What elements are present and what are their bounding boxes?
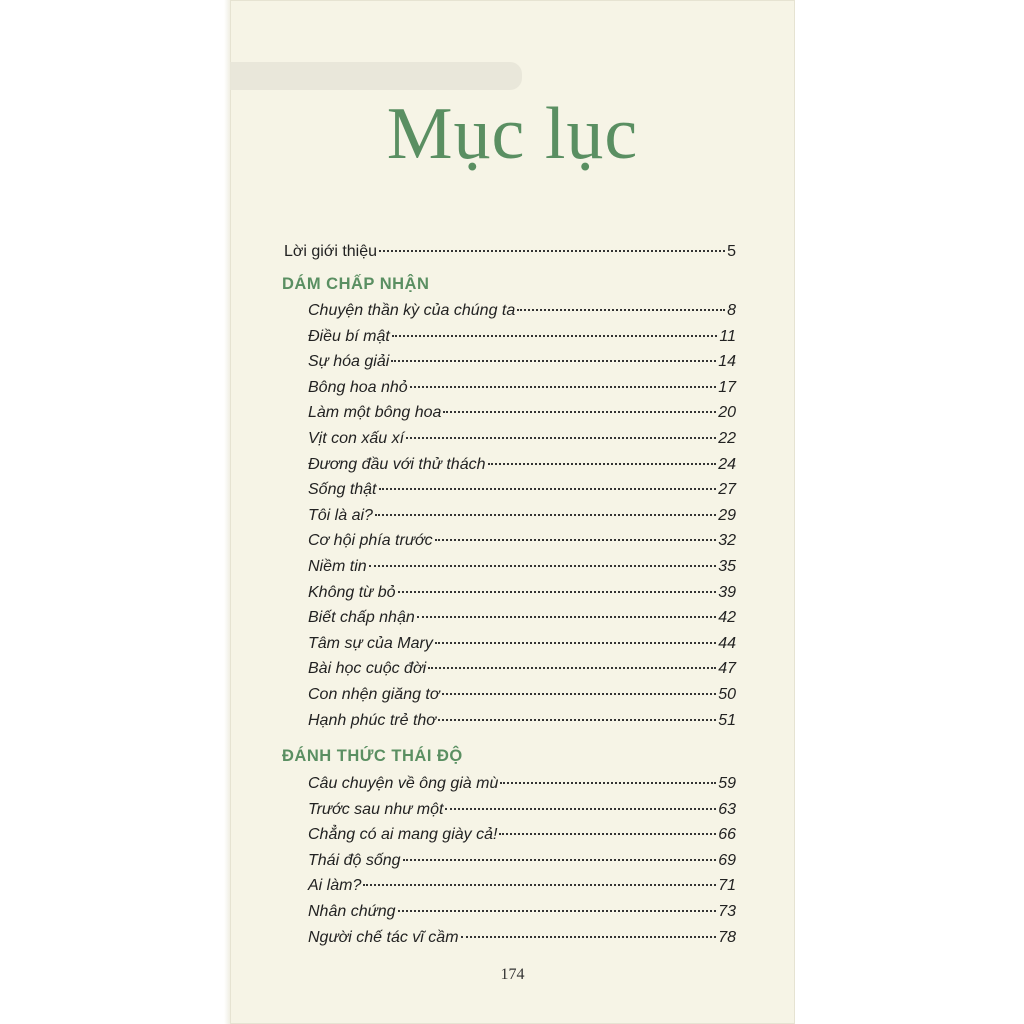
toc-entry-label: Sống thật: [308, 481, 377, 499]
leader-dots: [410, 386, 717, 388]
toc-entry-label: Làm một bông hoa: [308, 404, 442, 422]
toc-entry-page: 35: [718, 557, 736, 575]
section-heading-1: DÁM CHẤP NHẬN: [282, 275, 430, 293]
toc-entry-page: 24: [718, 455, 736, 473]
toc-entry: [308, 507, 736, 533]
toc-entry-page: 29: [718, 506, 736, 524]
toc-entry-page: 42: [718, 609, 736, 627]
leader-dots: [417, 616, 716, 618]
toc-entry-page: 69: [718, 851, 736, 869]
leader-dots: [398, 910, 717, 912]
book-page: [230, 0, 795, 1024]
toc-entry-page: 59: [718, 775, 736, 792]
toc-entry-label: Bông hoa nhỏ: [308, 378, 408, 396]
toc-entry-page: 22: [718, 429, 736, 447]
section-1-entries: [308, 302, 736, 737]
leader-dots: [438, 719, 716, 721]
toc-entry-label: Lời giới thiệu: [284, 243, 378, 260]
leader-dots: [435, 642, 716, 644]
leader-dots: [363, 884, 716, 886]
toc-entry-page: 50: [718, 685, 736, 703]
toc-entry-page: 11: [719, 327, 736, 345]
leader-dots: [406, 437, 716, 439]
toc-entry-page: 27: [718, 481, 736, 499]
toc-entry-label: Bài học cuộc đời: [308, 660, 427, 678]
toc-entry-label: Đương đầu với thử thách: [308, 455, 486, 473]
toc-entry-page: 20: [718, 404, 736, 422]
page-title: Mục lục: [386, 93, 639, 175]
toc-entry-label: Cơ hội phía trước: [308, 532, 433, 550]
toc-entry-page: 39: [718, 583, 736, 601]
toc-entry-page: 73: [718, 902, 736, 920]
leader-dots: [488, 463, 717, 465]
toc-entry-label: Con nhện giăng tơ: [308, 685, 440, 703]
toc-entry-page: 47: [718, 660, 736, 678]
toc-entry-label: Niềm tin: [308, 557, 367, 575]
leader-dots: [391, 360, 716, 362]
toc-entry-label: Thái độ sống: [308, 851, 401, 869]
toc-entry-page: 17: [718, 378, 736, 396]
toc-entry: [308, 430, 736, 456]
toc-entry: [308, 456, 736, 482]
leader-dots: [445, 808, 716, 810]
toc-entry: [308, 379, 736, 405]
toc-entry-label: Sự hóa giải: [308, 353, 390, 371]
toc-entry: [308, 558, 736, 584]
toc-entry-label: Biết chấp nhận: [308, 609, 415, 627]
toc-entry: [308, 801, 736, 827]
toc-entry-label: Vịt con xấu xí: [308, 429, 405, 447]
leader-dots: [375, 514, 716, 516]
toc-entry: [308, 877, 736, 903]
toc-entry-page: 14: [718, 353, 736, 371]
toc-entry-page: 63: [718, 800, 736, 818]
toc-entry: [308, 584, 736, 610]
leader-dots: [442, 693, 717, 695]
toc-entry-label: Câu chuyện về ông già mù: [308, 775, 499, 792]
toc-entry: [308, 686, 736, 712]
leader-dots: [499, 833, 716, 835]
leader-dots: [379, 488, 717, 490]
leader-dots: [398, 591, 717, 593]
header-band: [230, 62, 522, 90]
toc-entry-label: Trước sau như một: [308, 800, 444, 818]
leader-dots: [428, 667, 716, 669]
section-heading-2: ĐÁNH THỨC THÁI ĐỘ: [282, 747, 463, 765]
leader-dots: [461, 936, 717, 938]
toc-entry-label: Chuyện thần kỳ của chúng ta: [308, 302, 516, 319]
toc-entry: [308, 712, 736, 738]
leader-dots: [435, 539, 717, 541]
toc-entry: [308, 353, 736, 379]
toc-entry-label: Tâm sự của Mary: [308, 634, 433, 652]
toc-entry: [308, 852, 736, 878]
toc-entry-page: 32: [718, 532, 736, 550]
toc-entry-label: Hạnh phúc trẻ thơ: [308, 711, 436, 729]
toc-entry: [308, 481, 736, 507]
leader-dots: [517, 309, 725, 311]
toc-entry: [308, 775, 736, 801]
toc-entry-label: Nhân chứng: [308, 902, 396, 920]
toc-entry: [308, 660, 736, 686]
leader-dots: [403, 859, 717, 861]
page-number: 174: [500, 966, 525, 983]
toc-entry-label: Chẳng có ai mang giày cả!: [308, 826, 498, 844]
toc-entry: [308, 903, 736, 929]
toc-entry-label: Tôi là ai?: [308, 506, 373, 524]
section-2-entries: [308, 775, 736, 954]
toc-entry: [308, 929, 736, 955]
toc-entry: [308, 328, 736, 354]
toc-entry: [308, 635, 736, 661]
leader-dots: [500, 782, 716, 784]
leader-dots: [379, 250, 725, 252]
leader-dots: [392, 335, 718, 337]
toc-entry-label: Điều bí mật: [308, 327, 390, 345]
toc-entry-page: 51: [718, 711, 736, 729]
toc-entry: [308, 609, 736, 635]
toc-entry-page: 78: [718, 928, 736, 946]
leader-dots: [369, 565, 717, 567]
toc-entry-page: 66: [718, 826, 736, 844]
toc-entry-label: Không từ bỏ: [308, 583, 396, 601]
toc-entry-intro: [284, 243, 736, 261]
toc-entry-page: 44: [718, 634, 736, 652]
toc-entry-page: 8: [727, 302, 736, 319]
toc-entry-page: 71: [718, 877, 736, 895]
leader-dots: [443, 411, 716, 413]
toc-entry-page: 5: [727, 243, 736, 260]
toc-entry: [308, 532, 736, 558]
toc-entry-label: Người chế tác vĩ cầm: [308, 928, 459, 946]
toc-entry: [308, 826, 736, 852]
toc-entry: [308, 404, 736, 430]
toc-entry-label: Ai làm?: [308, 877, 362, 895]
toc-entry: [308, 302, 736, 328]
